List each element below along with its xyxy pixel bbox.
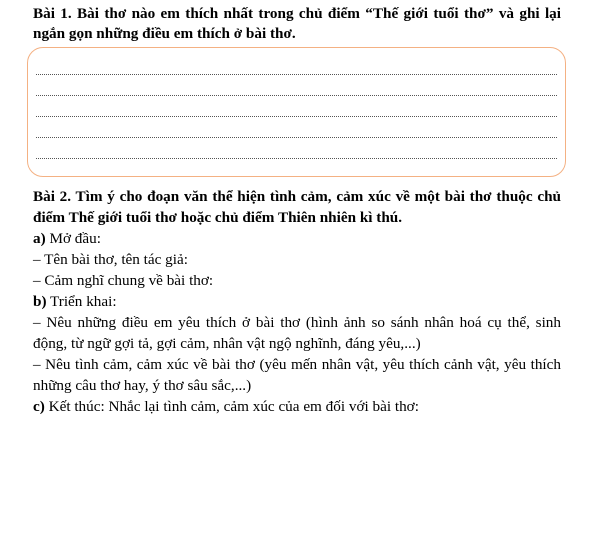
answer-dotted-line[interactable] bbox=[36, 137, 557, 138]
section-c-marker: c) bbox=[33, 398, 45, 415]
section-b-item-1-line-2: động, từ ngữ gợi tả, gợi cảm, nhân vật ngộ nghĩnh, đáng yêu,...) bbox=[33, 335, 421, 352]
answer-dotted-line[interactable] bbox=[36, 95, 557, 96]
section-c-heading bbox=[33, 397, 419, 417]
answer-dotted-line[interactable] bbox=[36, 116, 557, 117]
answer-dotted-line[interactable] bbox=[36, 74, 557, 75]
exercise-1-prompt-line-2: ngắn gọn những điều em thích ở bài thơ. bbox=[33, 25, 296, 42]
section-b-item-1-line-1: – Nêu những điều em yêu thích ở bài thơ (hình ảnh so sánh nhân hoá cụ thể, sinh bbox=[33, 314, 561, 331]
exercise-2-label: Bài 2. bbox=[33, 188, 72, 205]
section-a-item: – Cảm nghĩ chung về bài thơ: bbox=[33, 272, 214, 289]
section-b-title: Triển khai: bbox=[46, 293, 117, 310]
section-b-item-2-line-2: những câu thơ hay, ý thơ sâu sắc,...) bbox=[33, 377, 252, 394]
answer-box[interactable] bbox=[27, 47, 566, 177]
exercise-1-label: Bài 1. bbox=[33, 5, 72, 22]
section-b-heading bbox=[33, 292, 117, 312]
section-a-marker: a) bbox=[33, 230, 46, 247]
exercise-1-prompt-line-1 bbox=[33, 4, 561, 24]
exercise-2-prompt-line-2: điểm Thế giới tuổi thơ hoặc chủ điểm Thiên nhiên kì thú. bbox=[33, 209, 403, 226]
section-a-item: – Tên bài thơ, tên tác giả: bbox=[33, 251, 188, 268]
section-a-heading bbox=[33, 229, 101, 249]
section-c-title: Kết thúc: Nhắc lại tình cảm, cảm xúc của em đối với bài thơ: bbox=[44, 398, 419, 415]
answer-dotted-line[interactable] bbox=[36, 158, 557, 159]
section-b-item-2-line-1: – Nêu tình cảm, cảm xúc về bài thơ (yêu mến nhân vật, yêu thích cảnh vật, yêu thích bbox=[33, 356, 561, 373]
exercise-1-question: Bài thơ nào em thích nhất trong chủ điểm “Thế giới tuổi thơ” và ghi lại bbox=[71, 5, 561, 22]
exercise-2-prompt-line-1 bbox=[33, 187, 561, 207]
section-b-marker: b) bbox=[33, 293, 47, 310]
section-a-title: Mở đầu: bbox=[45, 230, 101, 247]
exercise-2-question: Tìm ý cho đoạn văn thể hiện tình cảm, cảm xúc về một bài thơ thuộc chủ bbox=[71, 188, 561, 205]
